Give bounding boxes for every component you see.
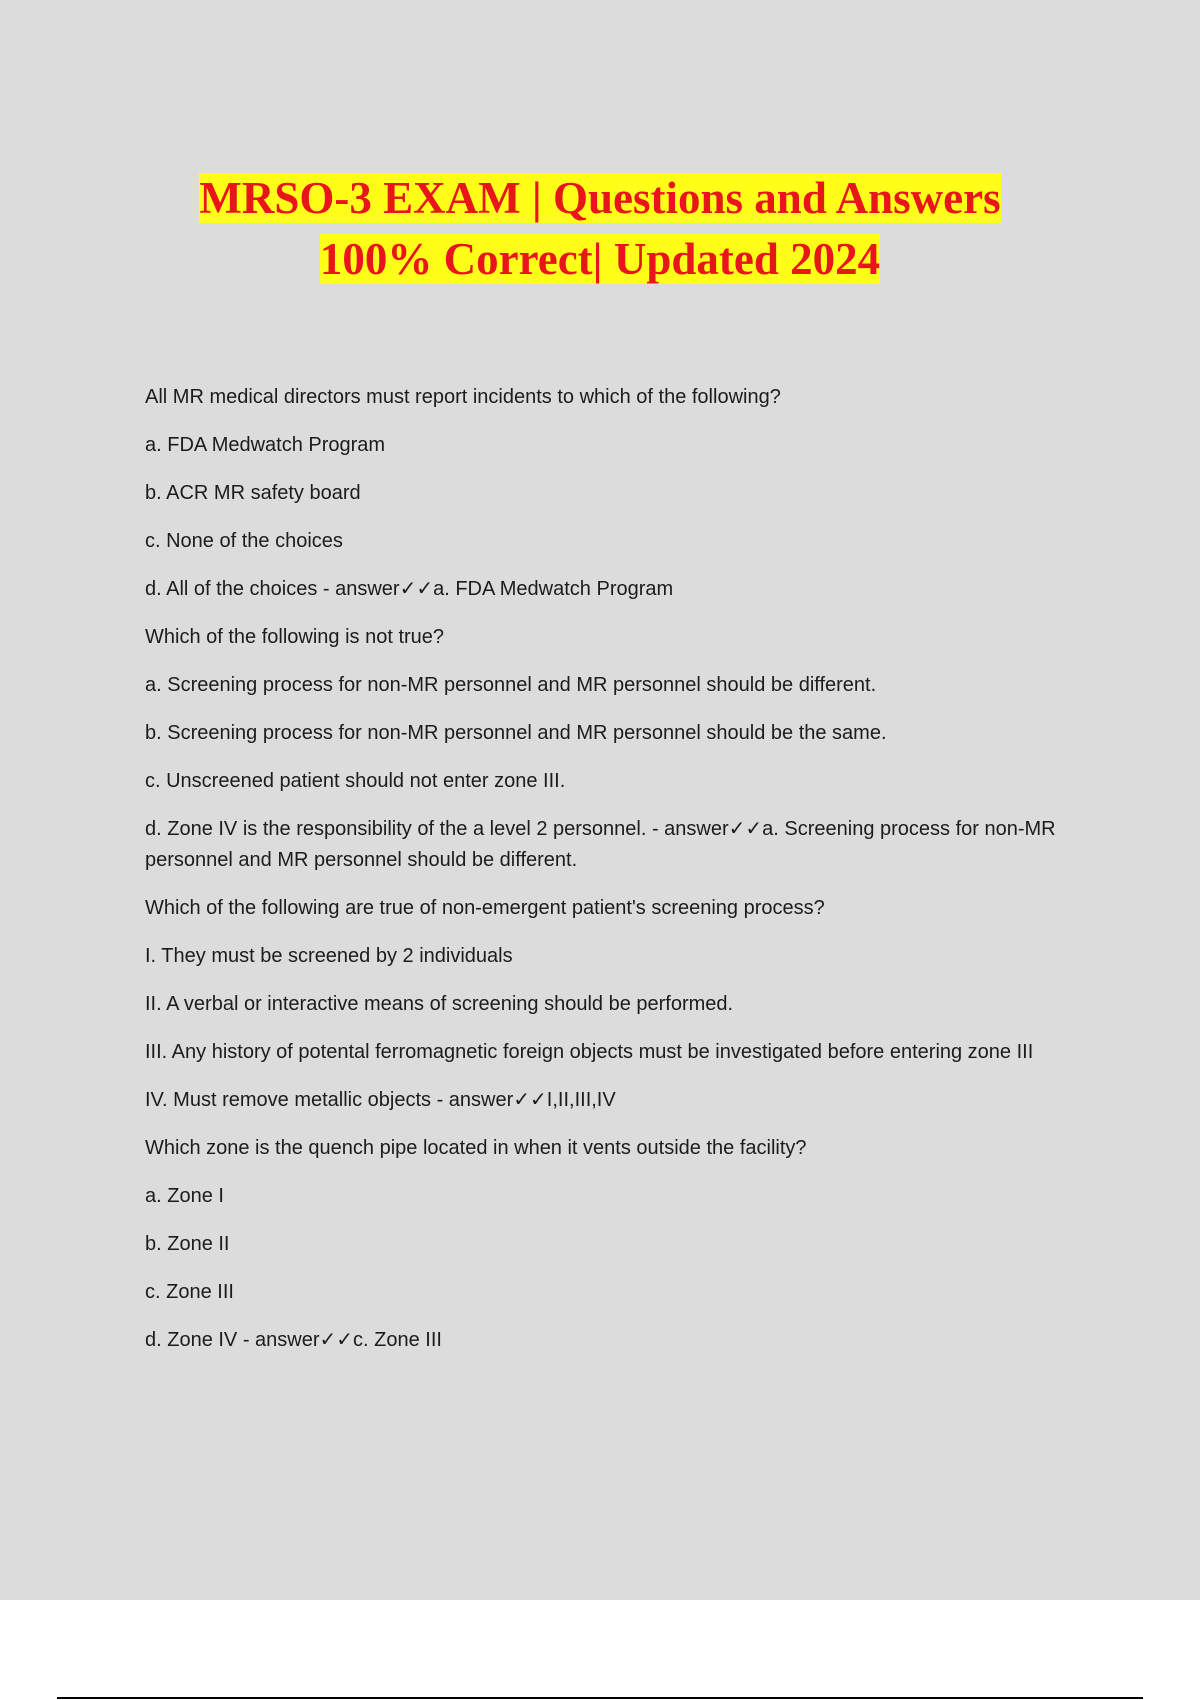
question-1-text: All MR medical directors must report incidents to which of the following? bbox=[145, 386, 781, 408]
question-4-option-d-answer: d. Zone IV - answer✓✓c. Zone III bbox=[145, 1329, 442, 1351]
question-4-option-a: a. Zone I bbox=[145, 1185, 224, 1207]
question-2-option-a: a. Screening process for non-MR personnel and MR personnel should be different. bbox=[145, 674, 877, 696]
question-2-option-c: c. Unscreened patient should not enter zone III. bbox=[145, 770, 566, 792]
question-1-option-d-answer: d. All of the choices - answer✓✓a. FDA Medwatch Program bbox=[145, 578, 674, 600]
question-1-option-b: b. ACR MR safety board bbox=[145, 482, 361, 504]
document-body bbox=[145, 382, 1075, 1373]
question-3-text: Which of the following are true of non-emergent patient's screening process? bbox=[145, 897, 825, 919]
question-4-text: Which zone is the quench pipe located in when it vents outside the facility? bbox=[145, 1137, 807, 1159]
question-4-option-b: b. Zone II bbox=[145, 1233, 230, 1255]
question-3-item-iii: III. Any history of potental ferromagnetic foreign objects must be investigated before entering zone III bbox=[145, 1041, 1034, 1063]
question-2-text: Which of the following is not true? bbox=[145, 626, 445, 648]
question-4-option-c: c. Zone III bbox=[145, 1281, 234, 1303]
title-line-2: 100% Correct| Updated 2024 bbox=[319, 234, 881, 284]
question-3-item-i: I. They must be screened by 2 individuals bbox=[145, 945, 513, 967]
document-title bbox=[0, 168, 1200, 290]
question-1-option-a: a. FDA Medwatch Program bbox=[145, 434, 386, 456]
question-3-item-ii: II. A verbal or interactive means of screening should be performed. bbox=[145, 993, 734, 1015]
question-3-item-iv-answer: IV. Must remove metallic objects - answer✓✓I,II,III,IV bbox=[145, 1089, 616, 1111]
title-line-1: MRSO-3 EXAM | Questions and Answers bbox=[199, 173, 1001, 223]
question-2-option-b: b. Screening process for non-MR personnel and MR personnel should be the same. bbox=[145, 722, 887, 744]
question-2-option-d-answer: d. Zone IV is the responsibility of the a level 2 personnel. - answer✓✓a. Screening process for non-MR personnel and MR personnel should be different. bbox=[145, 818, 1056, 871]
page-divider bbox=[57, 1697, 1143, 1699]
question-1-option-c: c. None of the choices bbox=[145, 530, 343, 552]
